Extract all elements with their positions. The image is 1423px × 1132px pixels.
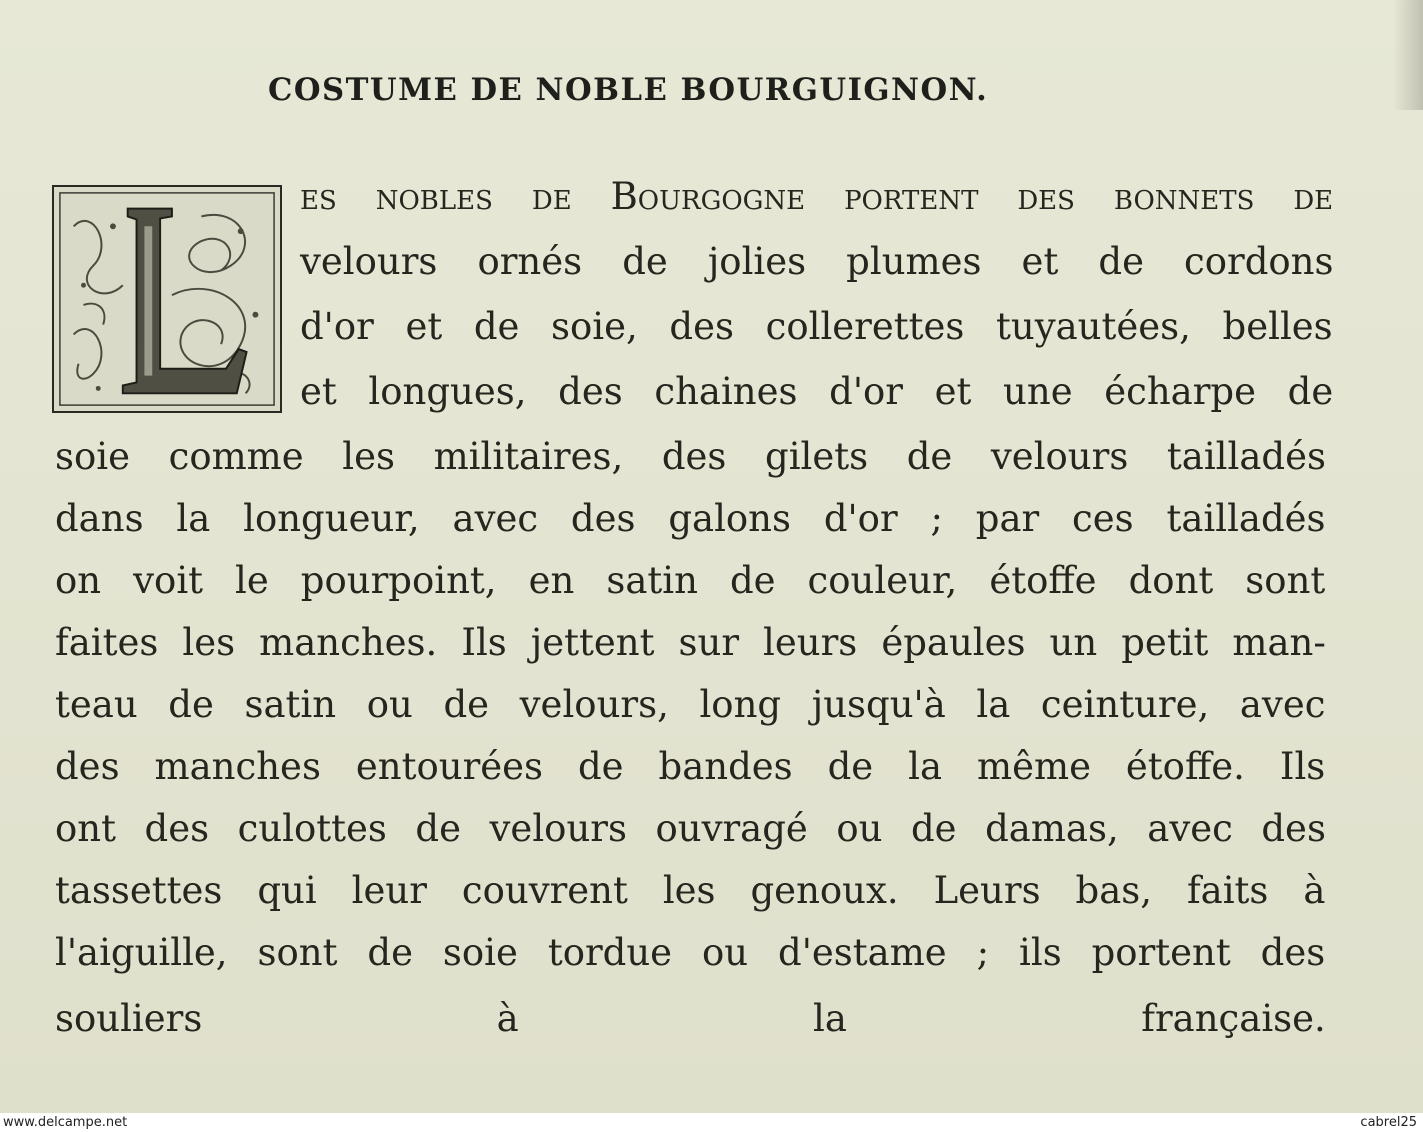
text-line: velours ornés de jolies plumes et de cordons <box>300 240 1334 283</box>
text-line: d'or et de soie, des collerettes tuyautées, belles <box>300 305 1333 348</box>
text-line: des manches entourées de bandes de la même étoffe. Ils <box>55 745 1326 788</box>
text-line: tassettes qui leur couvrent les genoux. Leurs bas, faits à <box>55 869 1326 912</box>
text-line: teau de satin ou de velours, long jusqu'à la ceinture, avec <box>55 683 1326 726</box>
text-line: soie comme les militaires, des gilets de velours tailladés <box>55 435 1326 478</box>
watermark-bar <box>0 1113 1423 1132</box>
text-line: souliers à la française. <box>55 997 1326 1040</box>
text-line: l'aiguille, sont de soie tordue ou d'estame ; ils portent des <box>55 931 1326 974</box>
watermark-site: www.delcampe.net <box>3 1115 128 1130</box>
text-line: faites les manches. Ils jettent sur leurs épaules un petit man- <box>55 621 1326 664</box>
page-edge-shadow <box>1393 0 1423 110</box>
watermark-seller: cabrel25 <box>1360 1115 1417 1130</box>
ornamental-initial-l-icon <box>54 187 280 411</box>
drop-cap-initial <box>52 185 282 413</box>
text-line: on voit le pourpoint, en satin de couleur, étoffe dont sont <box>55 559 1326 602</box>
text-line-1 <box>300 175 1334 218</box>
text-line: et longues, des chaines d'or et une écharpe de <box>300 370 1334 413</box>
first-line-text: es nobles de Bourgogne portent des bonnets de <box>300 175 1334 218</box>
text-line: dans la longueur, avec des galons d'or ; par ces tailladés <box>55 497 1326 540</box>
page-title: COSTUME DE NOBLE BOURGUIGNON. <box>268 72 989 108</box>
text-line: ont des culottes de velours ouvragé ou de damas, avec des <box>55 807 1326 850</box>
